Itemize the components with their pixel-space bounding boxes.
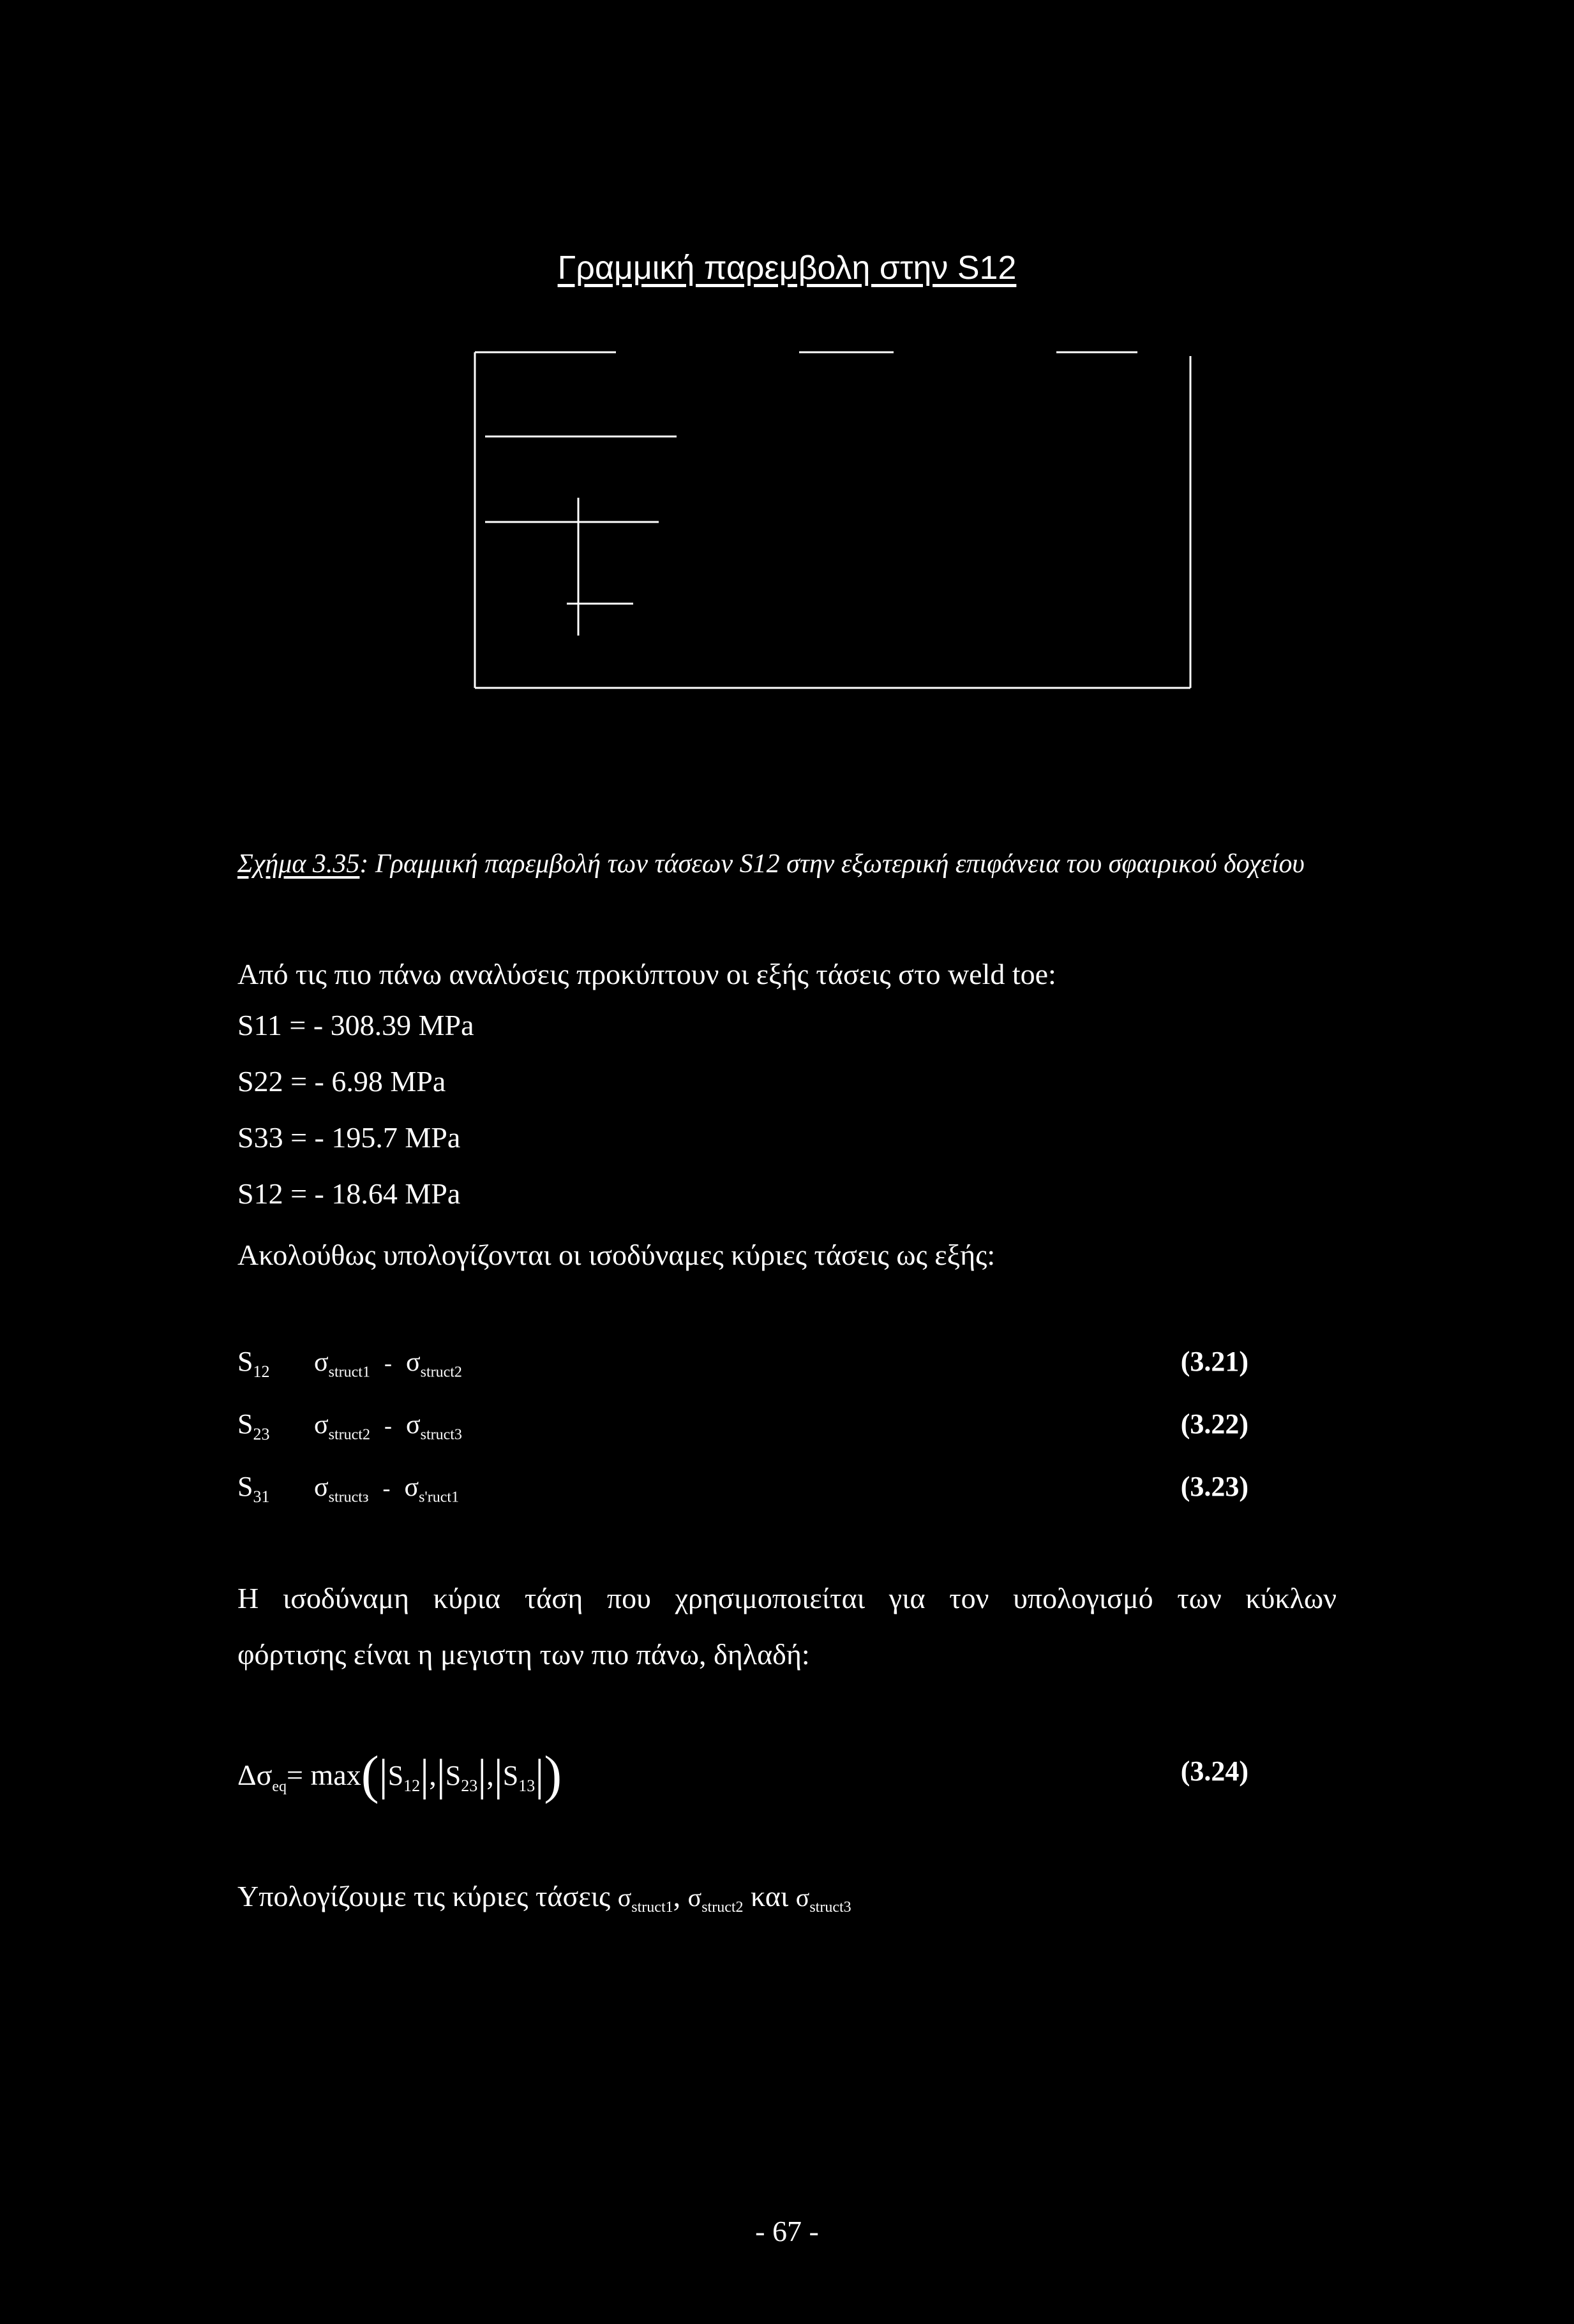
equation-lhs: $S_{23}$ <box>237 1408 270 1443</box>
intro-text: Από τις πιο πάνω αναλύσεις προκύπτουν οι εξής τάσεις στο weld toe: <box>237 958 1056 990</box>
close-paren: ) <box>544 1745 562 1805</box>
max-operator: = max <box>287 1759 361 1791</box>
abs-term: $S_{13}$ <box>502 1760 536 1795</box>
minus-sign: - <box>384 1413 392 1438</box>
minus-sign: - <box>382 1475 391 1501</box>
page-number: - 67 - <box>755 2215 819 2247</box>
sigma-term: $\sigma_{struct3}$ <box>405 1410 462 1443</box>
equation-number: (3.24) <box>1180 1755 1248 1787</box>
sigma-term: $\sigma_{struct2}$ <box>687 1883 744 1916</box>
sigma-term: $\sigma_{struct2}$ <box>314 1410 370 1443</box>
sigma-term: $\sigma_{s'ruct1}$ <box>404 1473 460 1506</box>
stress-s22: S22 = - 6.98 MPa <box>237 1065 446 1098</box>
final-text: Υπολογίζουμε τις κύριες τάσεις <box>237 1880 611 1912</box>
sigma-term: $\sigma_{struct1}$ <box>617 1883 673 1916</box>
stress-s11: S11 = - 308.39 MPa <box>237 1009 474 1041</box>
equation-lhs: $S_{31}$ <box>237 1471 270 1506</box>
equation-lhs: $S_{12}$ <box>237 1346 270 1381</box>
caption-label: Σχήμα 3.35 <box>237 849 360 879</box>
equation-number: (3.21) <box>1180 1346 1248 1377</box>
equation-3-21 <box>237 1345 462 1382</box>
sigma-term: $\sigma_{structз}$ <box>314 1473 369 1506</box>
equation-3-22 <box>237 1408 462 1444</box>
delta-sigma-eq: $\Delta\sigma_{eq}$ <box>237 1759 287 1796</box>
equation-3-24: $\Delta\sigma_{eq}= \max(|S_{12}|,|S_{23}|,|S_{13}|)$ <box>237 1745 562 1805</box>
sigma-term: $\sigma_{struct1}$ <box>314 1348 370 1381</box>
stress-s33: S33 = - 195.7 MPa <box>237 1121 461 1154</box>
sigma-term: $\sigma_{struct3}$ <box>795 1883 851 1916</box>
open-paren: ( <box>361 1745 379 1805</box>
paragraph-line-2: φόρτισης είναι η μεγιστη των πιο πάνω, δηλαδή: <box>237 1638 810 1671</box>
follow-text: Ακολούθως υπολογίζονται οι ισοδύναμες κύριες τάσεις ως εξής: <box>237 1239 996 1271</box>
equation-3-23 <box>237 1470 459 1507</box>
equation-number: (3.23) <box>1180 1471 1248 1502</box>
caption-text: : Γραμμική παρεμβολή των τάσεων S12 στην εξωτερική επιφάνεια του σφαιρικού δοχείου <box>359 849 1305 879</box>
conjunction: και <box>751 1880 789 1912</box>
abs-term: $S_{23}$ <box>445 1760 478 1795</box>
final-line: Υπολογίζουμε τις κύριες τάσεις $\sigma_{struct1}$, $\sigma_{struct2}$ και $\sigma_{struct3}$ <box>237 1880 851 1916</box>
minus-sign: - <box>384 1350 392 1376</box>
figure-caption <box>237 849 1305 879</box>
figure-frame <box>472 350 1200 694</box>
equation-number: (3.22) <box>1180 1408 1248 1440</box>
figure-title: Γραμμική παρεμβολη στην S12 <box>557 250 1017 287</box>
abs-term: $S_{12}$ <box>387 1760 421 1795</box>
stress-s12: S12 = - 18.64 MPa <box>237 1177 461 1210</box>
sigma-term: $\sigma_{struct2}$ <box>405 1348 462 1381</box>
paragraph-line-1: Η ισοδύναμη κύρια τάση που χρησιμοποιείται για τον υπολογισμό των κύκλων <box>237 1582 1337 1614</box>
